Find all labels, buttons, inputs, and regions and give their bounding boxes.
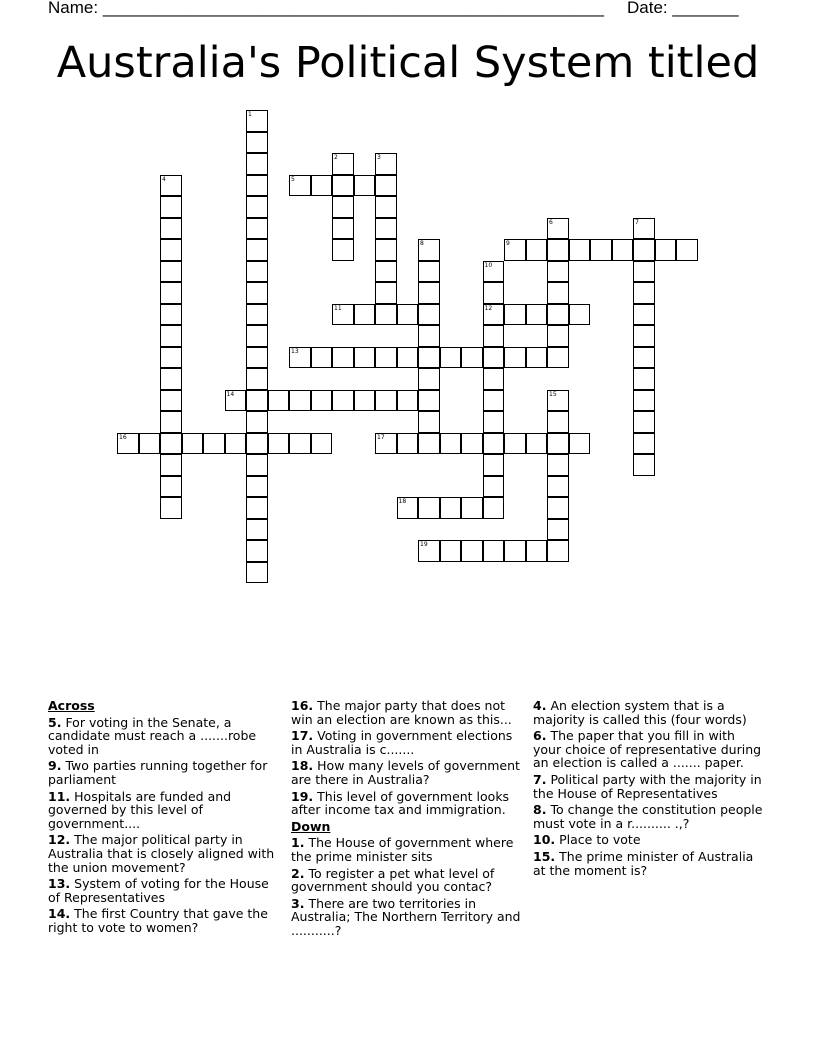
clue-down-2: 2. To register a pet what level of government should you contac?: [291, 865, 495, 895]
grid-cell[interactable]: [526, 433, 548, 455]
grid-cell[interactable]: [246, 411, 268, 433]
clue-down-7: 7. Political party with the majority in the House of Representatives: [533, 771, 762, 801]
clue-number: 11: [334, 304, 342, 312]
grid-cell[interactable]: [504, 239, 526, 261]
grid-cell[interactable]: [547, 325, 569, 347]
grid-cell[interactable]: [504, 540, 526, 562]
grid-cell[interactable]: [612, 239, 634, 261]
grid-cell[interactable]: [375, 239, 397, 261]
grid-cell[interactable]: [633, 239, 655, 261]
grid-cell[interactable]: [246, 347, 268, 369]
grid-cell[interactable]: [483, 347, 505, 369]
name-label: Name:: [48, 0, 99, 17]
grid-cell[interactable]: [547, 540, 569, 562]
grid-cell[interactable]: [633, 304, 655, 326]
grid-cell[interactable]: [289, 433, 311, 455]
grid-cell[interactable]: [397, 390, 419, 412]
down-heading: Down: [291, 818, 331, 834]
page-title: Australia's Political System titled: [56, 38, 760, 88]
grid-cell[interactable]: [160, 497, 182, 519]
grid-cell[interactable]: [375, 433, 397, 455]
grid-cell[interactable]: [160, 261, 182, 283]
grid-cell[interactable]: [182, 433, 204, 455]
grid-cell[interactable]: [289, 175, 311, 197]
grid-cell[interactable]: [633, 454, 655, 476]
grid-cell[interactable]: [246, 368, 268, 390]
grid-cell[interactable]: [547, 411, 569, 433]
grid-cell[interactable]: [547, 239, 569, 261]
grid-cell[interactable]: [160, 175, 182, 197]
clue-number: 15: [549, 390, 557, 398]
grid-cell[interactable]: [440, 347, 462, 369]
clue-number: 2: [334, 154, 338, 161]
grid-cell[interactable]: [246, 196, 268, 218]
grid-cell[interactable]: [526, 540, 548, 562]
grid-cell[interactable]: [547, 476, 569, 498]
grid-cell[interactable]: [483, 411, 505, 433]
clue-across-9: 9. Two parties running together for parliament: [48, 758, 268, 787]
clue-down-6: 6. The paper that you fill in with your choice of representative during an election is called a ....... paper.: [533, 728, 762, 771]
clue-across-19: 19. This level of government looks after income tax and immigration.: [291, 788, 510, 818]
grid-cell[interactable]: [418, 411, 440, 433]
grid-cell[interactable]: [160, 476, 182, 498]
grid-cell[interactable]: [418, 325, 440, 347]
grid-cell[interactable]: [375, 282, 397, 304]
date-line[interactable]: _______: [672, 0, 739, 17]
grid-cell[interactable]: [633, 347, 655, 369]
date-label: Date:: [627, 0, 668, 17]
grid-cell[interactable]: [483, 433, 505, 455]
grid-cell[interactable]: [483, 368, 505, 390]
grid-cell[interactable]: [311, 347, 333, 369]
grid-cell[interactable]: [483, 325, 505, 347]
across-heading: Across: [48, 698, 95, 713]
grid-cell[interactable]: [246, 540, 268, 562]
grid-cell[interactable]: [418, 304, 440, 326]
grid-cell[interactable]: [547, 347, 569, 369]
grid-cell[interactable]: [397, 497, 419, 519]
grid-cell[interactable]: [354, 390, 376, 412]
grid-cell[interactable]: [397, 433, 419, 455]
grid-cell[interactable]: [246, 132, 268, 154]
grid-cell[interactable]: [633, 282, 655, 304]
clue-number: 7: [635, 218, 639, 226]
grid-cell[interactable]: [375, 347, 397, 369]
grid-cell[interactable]: [633, 261, 655, 283]
grid-cell[interactable]: [311, 433, 333, 455]
grid-cell[interactable]: [160, 282, 182, 304]
grid-cell[interactable]: [397, 304, 419, 326]
grid-cell[interactable]: [547, 497, 569, 519]
clue-column-1: [48, 699, 280, 938]
grid-cell[interactable]: [418, 261, 440, 283]
clue-down-4: 4. An election system that is a majority is called this (four words): [533, 698, 747, 727]
grid-cell[interactable]: [160, 390, 182, 412]
grid-cell[interactable]: [289, 390, 311, 412]
grid-cell[interactable]: [246, 476, 268, 498]
clue-across-13: 13. System of voting for the House of Representatives: [48, 876, 269, 905]
grid-cell[interactable]: [332, 347, 354, 369]
clue-number: 19: [420, 541, 428, 548]
grid-cell[interactable]: [268, 433, 290, 455]
grid-cell[interactable]: [246, 562, 268, 584]
grid-cell[interactable]: [483, 261, 505, 283]
grid-cell[interactable]: [440, 433, 462, 455]
clue-number: 9: [506, 240, 510, 247]
grid-cell[interactable]: [332, 153, 354, 175]
clue-down-10: 10. Place to vote: [533, 832, 641, 848]
grid-cell[interactable]: [246, 390, 268, 412]
grid-cell[interactable]: [139, 433, 161, 455]
grid-cell[interactable]: [160, 304, 182, 326]
grid-cell[interactable]: [569, 304, 591, 326]
grid-cell[interactable]: [332, 304, 354, 326]
grid-cell[interactable]: [655, 239, 677, 261]
grid-cell[interactable]: [203, 433, 225, 455]
grid-cell[interactable]: [332, 196, 354, 218]
grid-cell[interactable]: [633, 218, 655, 240]
grid-cell[interactable]: [332, 218, 354, 240]
clue-column-3: [533, 699, 765, 880]
grid-cell[interactable]: [483, 497, 505, 519]
grid-cell[interactable]: [246, 433, 268, 455]
grid-cell[interactable]: [375, 261, 397, 283]
clue-number: 1: [248, 111, 252, 118]
grid-cell[interactable]: [418, 239, 440, 261]
clue-number: 18: [398, 498, 407, 505]
clue-number: 5: [291, 175, 295, 183]
grid-cell[interactable]: [418, 282, 440, 304]
grid-cell[interactable]: [504, 304, 526, 326]
grid-cell[interactable]: [418, 433, 440, 455]
grid-cell[interactable]: [483, 390, 505, 412]
grid-cell[interactable]: [332, 175, 354, 197]
grid-cell[interactable]: [676, 239, 698, 261]
grid-cell[interactable]: [483, 476, 505, 498]
grid-cell[interactable]: [633, 411, 655, 433]
grid-cell[interactable]: [547, 304, 569, 326]
grid-cell[interactable]: [440, 540, 462, 562]
grid-cell[interactable]: [526, 304, 548, 326]
clue-across-5: 5. For voting in the Senate, a candidate must reach a .......robe voted in: [48, 714, 257, 757]
clue-down-3: 3. There are two territories in Australia; The Northern Territory and ...........?: [291, 895, 521, 938]
clue-number: 3: [377, 154, 381, 161]
grid-cell[interactable]: [633, 390, 655, 412]
clue-number: 10: [484, 261, 493, 269]
grid-cell[interactable]: [160, 454, 182, 476]
grid-cell[interactable]: [633, 433, 655, 455]
grid-cell[interactable]: [160, 218, 182, 240]
clue-number: 17: [377, 433, 385, 441]
grid-cell[interactable]: [375, 390, 397, 412]
grid-cell[interactable]: [440, 497, 462, 519]
grid-cell[interactable]: [504, 433, 526, 455]
grid-cell[interactable]: [483, 282, 505, 304]
grid-cell[interactable]: [160, 325, 182, 347]
grid-cell[interactable]: [547, 282, 569, 304]
grid-cell[interactable]: [354, 175, 376, 197]
clue-across-11: 11. Hospitals are funded and governed by this level of government....: [48, 788, 232, 831]
grid-cell[interactable]: [526, 347, 548, 369]
clue-down-15: 15. The prime minister of Australia at the moment is?: [533, 848, 754, 878]
grid-cell[interactable]: [569, 239, 591, 261]
grid-cell[interactable]: [246, 454, 268, 476]
grid-cell[interactable]: [225, 433, 247, 455]
grid-cell[interactable]: [160, 347, 182, 369]
clue-number: 16: [119, 433, 127, 441]
grid-cell[interactable]: [246, 519, 268, 541]
grid-cell[interactable]: [268, 390, 290, 412]
grid-cell[interactable]: [225, 390, 247, 412]
grid-cell[interactable]: [461, 540, 483, 562]
grid-cell[interactable]: [160, 411, 182, 433]
grid-cell[interactable]: [246, 153, 268, 175]
clue-across-16: 16. The major party that does not win an election are known as this...: [291, 698, 512, 727]
grid-cell[interactable]: [590, 239, 612, 261]
grid-cell[interactable]: [547, 433, 569, 455]
grid-cell[interactable]: [354, 347, 376, 369]
grid-cell[interactable]: [461, 433, 483, 455]
clue-across-12: 12. The major political party in Australia that is closely aligned with the union movement?: [48, 832, 275, 875]
grid-cell[interactable]: [246, 325, 268, 347]
clue-across-14: 14. The first Country that gave the right to vote to women?: [48, 906, 268, 935]
clue-across-18: 18. How many levels of government are there in Australia?: [291, 758, 520, 787]
grid-cell[interactable]: [160, 433, 182, 455]
grid-cell[interactable]: [375, 153, 397, 175]
grid-cell[interactable]: [246, 261, 268, 283]
name-line[interactable]: _____________________________________________________: [102, 0, 604, 17]
clue-across-17: 17. Voting in government elections in Australia is c.......: [291, 728, 513, 757]
grid-cell[interactable]: [547, 519, 569, 541]
grid-cell[interactable]: [375, 218, 397, 240]
clue-down-8: 8. To change the constitution people must vote in a r.......... .,?: [533, 802, 763, 831]
grid-cell[interactable]: [483, 304, 505, 326]
grid-cell[interactable]: [246, 175, 268, 197]
clue-down-1: 1. The House of government where the prime minister sits: [291, 835, 514, 864]
grid-cell[interactable]: [160, 239, 182, 261]
grid-cell[interactable]: [483, 540, 505, 562]
grid-cell[interactable]: [354, 304, 376, 326]
grid-cell[interactable]: [633, 325, 655, 347]
grid-cell[interactable]: [246, 282, 268, 304]
grid-cell[interactable]: [569, 433, 591, 455]
clue-number: 4: [162, 175, 166, 183]
grid-cell[interactable]: [461, 347, 483, 369]
grid-cell[interactable]: [418, 390, 440, 412]
grid-cell[interactable]: [246, 239, 268, 261]
clue-column-2: [291, 699, 523, 941]
grid-cell[interactable]: [547, 390, 569, 412]
grid-cell[interactable]: [397, 347, 419, 369]
clue-number: 6: [549, 218, 553, 226]
grid-cell[interactable]: [526, 239, 548, 261]
grid-cell[interactable]: [311, 175, 333, 197]
grid-cell[interactable]: [332, 390, 354, 412]
grid-cell[interactable]: [418, 347, 440, 369]
grid-cell[interactable]: [375, 196, 397, 218]
grid-cell[interactable]: [332, 239, 354, 261]
grid-cell[interactable]: [375, 304, 397, 326]
grid-cell[interactable]: [160, 196, 182, 218]
grid-cell[interactable]: [418, 497, 440, 519]
grid-cell[interactable]: [461, 497, 483, 519]
grid-cell[interactable]: [547, 261, 569, 283]
grid-cell[interactable]: [246, 497, 268, 519]
clue-number: 14: [226, 390, 235, 398]
grid-cell[interactable]: [246, 304, 268, 326]
grid-cell[interactable]: [375, 175, 397, 197]
grid-cell[interactable]: [633, 368, 655, 390]
grid-cell[interactable]: [311, 390, 333, 412]
clue-number: 12: [484, 304, 493, 312]
grid-cell[interactable]: [160, 368, 182, 390]
grid-cell[interactable]: [246, 218, 268, 240]
clue-number: 8: [420, 240, 424, 247]
grid-cell[interactable]: [483, 454, 505, 476]
grid-cell[interactable]: [246, 110, 268, 132]
grid-cell[interactable]: [547, 454, 569, 476]
grid-cell[interactable]: [418, 540, 440, 562]
grid-cell[interactable]: [547, 218, 569, 240]
grid-cell[interactable]: [504, 347, 526, 369]
grid-cell[interactable]: [289, 347, 311, 369]
grid-cell[interactable]: [117, 433, 139, 455]
grid-cell[interactable]: [418, 368, 440, 390]
clue-number: 13: [291, 347, 299, 355]
